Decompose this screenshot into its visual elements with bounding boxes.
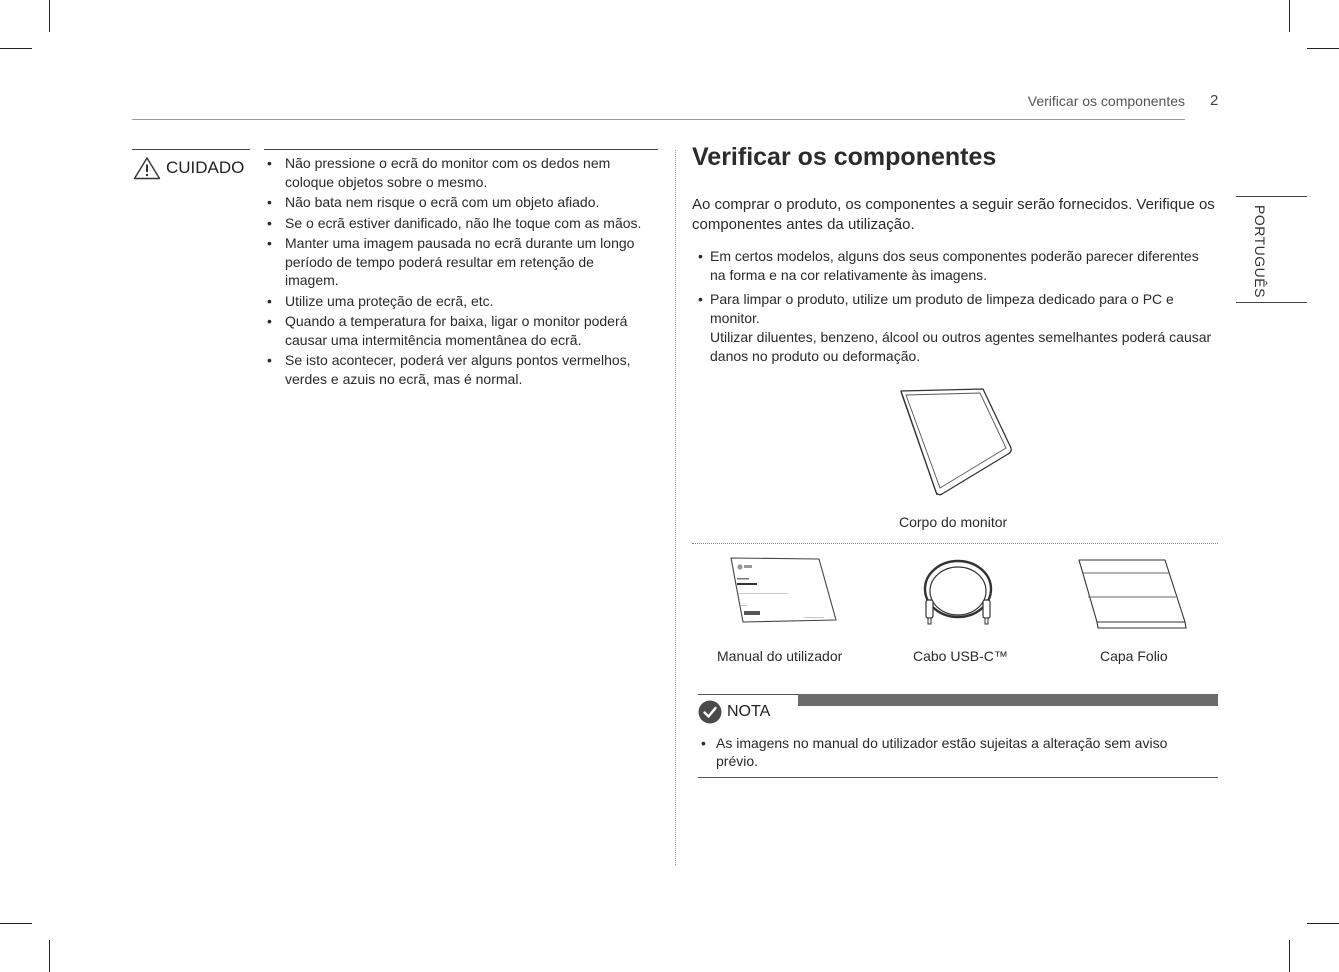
note-text: Utilizar diluentes, benzeno, álcool ou outros agentes semelhantes poderá causar danos no produto ou deformação. (710, 329, 1212, 364)
side-tab-rule (1236, 196, 1307, 197)
list-item: • Não pressione o ecrã do monitor com os dedos nem coloque objetos sobre o mesmo. (266, 154, 646, 191)
list-item: • Utilize uma proteção de ecrã, etc. (266, 292, 646, 311)
side-tab-rule (1236, 302, 1307, 303)
note-heading (698, 700, 770, 724)
list-item (697, 290, 1217, 366)
crop-mark (1307, 923, 1339, 924)
note-rule (698, 777, 1218, 778)
note-label: NOTA (727, 703, 771, 720)
list-item: • Em certos modelos, alguns dos seus componentes poderão parecer diferentes na forma e na cor relativamente às imagens. (697, 247, 1217, 285)
note-bar (798, 694, 1218, 706)
crop-mark (0, 48, 32, 49)
list-item: • Não bata nem risque o ecrã com um objeto afiado. (266, 193, 646, 212)
caution-rule (264, 149, 658, 150)
list-item: • Manter uma imagem pausada no ecrã durante um longo período de tempo poderá resultar em retenção de imagem. (266, 234, 646, 290)
caption-manual: Manual do utilizador (717, 648, 843, 664)
caution-label: CUIDADO (166, 158, 245, 177)
note-text: Para limpar o produto, utilize um produto de limpeza dedicado para o PC e monitor. (710, 291, 1174, 326)
intro-paragraph: Ao comprar o produto, os componentes a seguir serão fornecidos. Verifique os componentes antes da utilização. (692, 196, 1215, 233)
caption-folio: Capa Folio (1100, 648, 1168, 664)
list-item: • Se isto acontecer, poderá ver alguns pontos vermelhos, verdes e azuis no ecrã, mas é normal. (266, 351, 646, 388)
list-item: • Se o ecrã estiver danificado, não lhe toque com as mãos. (266, 214, 646, 233)
caution-rule (132, 149, 250, 150)
folio-cover-illustration (1077, 556, 1189, 632)
check-circle-icon (698, 700, 722, 724)
note-list (700, 734, 1200, 770)
page-title: Verificar os componentes (692, 143, 997, 171)
crop-mark (49, 940, 50, 972)
cable-illustration (921, 558, 995, 628)
manual-illustration (729, 556, 839, 626)
separator (692, 543, 1218, 544)
crop-mark (1289, 0, 1290, 32)
column-divider (675, 150, 676, 865)
caption-cable: Cabo USB-C™ (913, 648, 1008, 664)
list-item: • As imagens no manual do utilizador estão sujeitas a alteração sem aviso prévio. (700, 734, 1200, 770)
note-rule (698, 694, 798, 695)
crop-mark (1289, 940, 1290, 972)
crop-mark (0, 923, 32, 924)
monitor-illustration (898, 386, 1014, 498)
warning-icon (133, 156, 161, 180)
header-rule (132, 119, 1185, 120)
language-tab: PORTUGUÊS (1252, 205, 1268, 298)
caption-monitor: Corpo do monitor (899, 514, 1008, 530)
caution-list (266, 154, 646, 390)
page-number: 2 (1210, 92, 1219, 109)
list-item: • Quando a temperatura for baixa, ligar o monitor poderá causar uma intermitência momentânea do ecrã. (266, 312, 646, 349)
crop-mark (1307, 48, 1339, 49)
notes-list (697, 247, 1217, 371)
caution-heading (133, 156, 244, 180)
crop-mark (49, 0, 50, 32)
running-header: Verificar os componentes (1027, 93, 1185, 109)
